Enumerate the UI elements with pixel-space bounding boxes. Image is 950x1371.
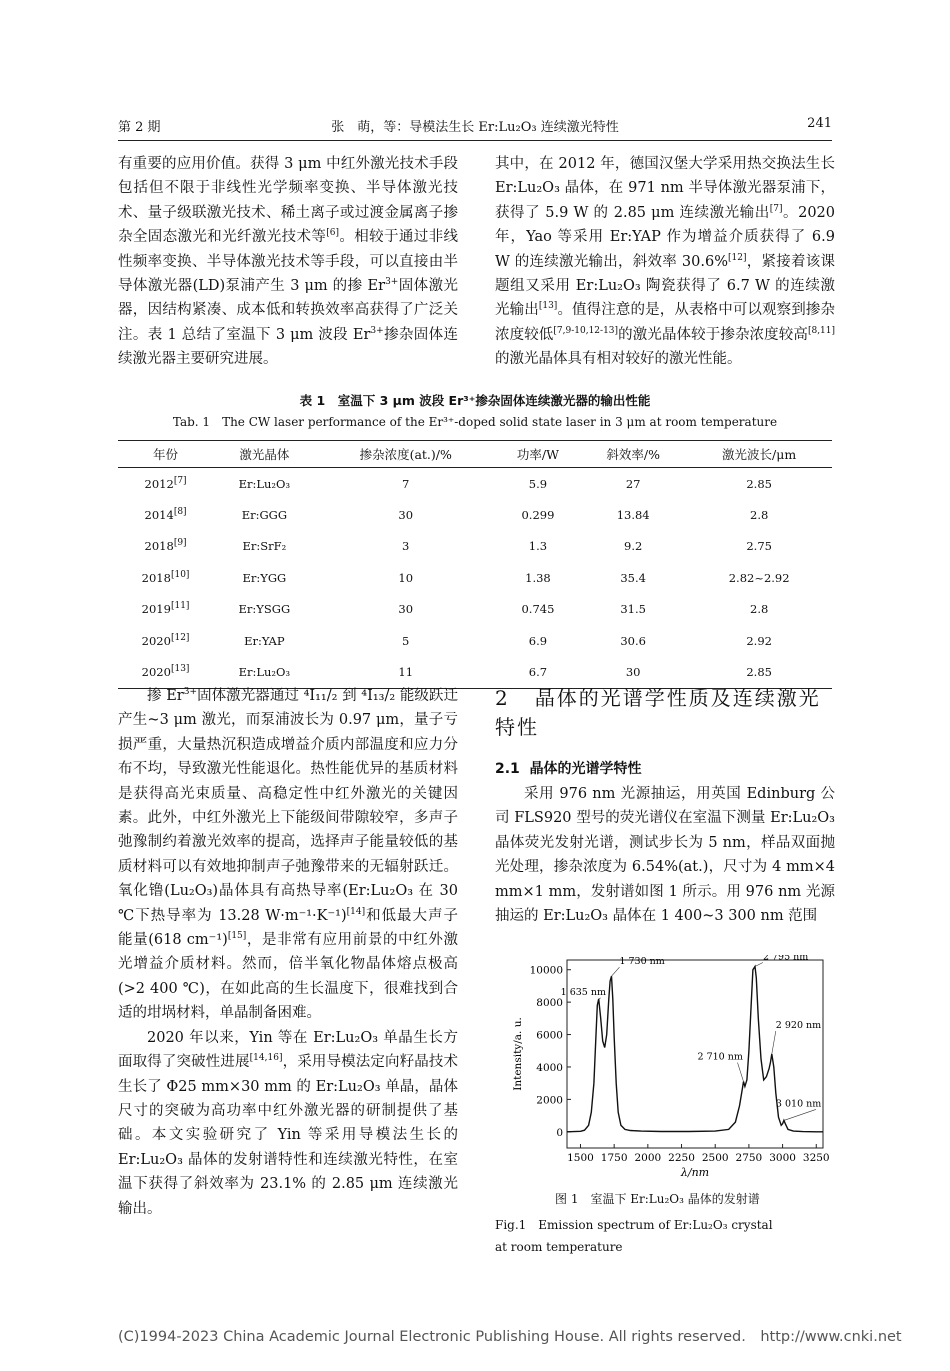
paragraph: 采用 976 nm 光源抽运，用英国 Edinburg 公司 FLS920 型号的荧光谱仪在室温下测量 Er:Lu₂O₃ 晶体荧光发射光谱，测试步长为 5 nm，样品双面抛光处理，掺杂浓度为 6.54%(at.)，尺寸为 4 mm×4 mm×1 mm，发射谱如图 1 所示。用 976 nm 光源抽运的 Er:Lu₂O₃ 晶体在 1 400~3 300 nm 范围: [495, 786, 835, 925]
body-text: ，采用导模法定向籽晶技术生长了 Φ25 mm×30 mm 的 Er:Lu₂O₃ 单晶，晶体尺寸的突破为高功率中红外激光器的研制提供了基础。本文实验研究了 Yin 等采用导模法生长的 Er:Lu₂O₃ 晶体的发射谱特性和连续激光特性，在室温下获得了斜效率为 23.1% 的 2.85 μm 连续激光输出。: [118, 1054, 459, 1217]
header-rule: [118, 140, 832, 141]
year-value: 2014: [144, 508, 174, 523]
annotation-leader: [784, 1109, 816, 1120]
body-text: ，紧接着该课题组又采用 Er:Lu₂O₃ 陶瓷获得了 6.7 W 的连续激光输出: [495, 253, 836, 319]
annotation-leader: [599, 998, 601, 999]
subsection-heading: [495, 758, 642, 778]
cell-slope-efficiency: [580, 625, 686, 656]
year-value: 2012: [144, 476, 174, 491]
cell-concentration: [316, 531, 496, 562]
concentration-value: 11: [398, 665, 414, 680]
power-value: 0.299: [521, 508, 555, 523]
slope-efficiency-value: 27: [625, 476, 641, 491]
col-header: 年份: [118, 441, 213, 468]
cell-year: [118, 531, 213, 562]
cell-year: [118, 625, 213, 656]
cell-crystal: [213, 531, 315, 562]
table-row: [118, 594, 832, 625]
annotation-leader: [611, 967, 619, 976]
col-header: 激光波长/μm: [686, 441, 832, 468]
cell-crystal: [213, 625, 315, 656]
body-text: 固体激光器，因结构紧凑、成本低和转换效率高获得了广泛关注。表 1 总结了室温下 3 μm 波段 Er: [118, 278, 459, 343]
figure-caption-en: Fig.1 Emission spectrum of Er:Lu₂O₃ crystal at room temperature: [495, 1218, 773, 1254]
crystal-value: Er:YSGG: [238, 602, 291, 617]
table-row: [118, 468, 832, 500]
x-tick-label: 2500: [701, 1152, 729, 1164]
power-value: 1.3: [528, 539, 548, 554]
superscript: 3+: [385, 277, 399, 288]
y-tick-label: 8000: [536, 997, 563, 1010]
left-column-top: [118, 152, 458, 372]
body-text: ，是非常有应用前景的中红外激光增益介质材料。然而，倍半氧化物晶体熔点极高(>2 400 ℃)，在如此高的生长温度下，很难找到合适的坩埚材料，单晶制备困难。: [118, 932, 459, 1022]
journal-issue: 第 2 期: [118, 120, 161, 135]
slope-efficiency-value: 30.6: [620, 633, 646, 648]
body-text: 。相较于通过非线性频率变换、半导体激光技术等手段，可以直接由半导体激光器(LD)泵浦产生 3 μm 的掺 Er: [118, 229, 458, 295]
body-text: 其中，在 2012 年，德国汉堡大学采用热交换法生长 Er:Lu₂O₃ 晶体，在 971 nm 半导体激光器泵浦下，获得了 5.9 W 的 2.85 μm 连续激光输出: [495, 156, 835, 221]
concentration-value: 3: [402, 539, 410, 554]
citation: [8]: [173, 507, 187, 518]
citation: [13]: [170, 664, 190, 675]
citation: [7]: [173, 475, 187, 486]
table-row: [118, 562, 832, 593]
running-title: 张 萌，等：导模法生长 Er:Lu₂O₃ 连续激光特性: [331, 120, 619, 135]
wavelength-value: 2.85: [746, 476, 772, 491]
cell-crystal: [213, 468, 315, 500]
cell-wavelength: [686, 468, 832, 500]
x-tick-label: 1750: [600, 1152, 628, 1164]
body-text: 的激光晶体较于掺杂浓度较高: [618, 326, 808, 343]
cell-power: [496, 531, 580, 562]
body-text: 固体激光器通过 ⁴I₁₁/₂ 到 ⁴I₁₃/₂ 能级跃迁产生~3 μm 激光，而泵浦波长为 0.97 μm，量子亏损严重，大量热沉积造成增益介质内部温度和应力分布不均，导致激光性能退化。热性能优异的基质材料是获得高光束质量、高稳定性中红外激光的关键因素。此外，中红外激光上下能级间带隙较窄，多声子弛豫制约着激光效率的提高，选择声子能量较低的基质材料可以有效地抑制声子弛豫带来的无辐射跃迁。氧化镥(Lu₂O₃)晶体具有高热导率(Er:Lu₂O₃ 在 30 ℃下热导率为 13.28 W·m⁻¹·K⁻¹): [118, 688, 458, 924]
table-header-row: [118, 441, 832, 468]
citation: [15]: [227, 931, 247, 942]
citation: [12]: [170, 632, 190, 643]
concentration-value: 30: [398, 508, 414, 523]
cell-wavelength: [686, 562, 832, 593]
citation: [9]: [173, 538, 187, 549]
year-value: 2018: [141, 570, 171, 585]
cell-wavelength: [686, 499, 832, 530]
right-column-top: [495, 152, 835, 372]
figure-caption-cn: 图 1 室温下 Er:Lu₂O₃ 晶体的发射谱: [555, 1192, 760, 1206]
citation: [7,9-10,12-13]: [553, 326, 619, 337]
annotation-leader: [772, 1031, 776, 1054]
superscript: 3+: [183, 687, 198, 698]
cell-year: [118, 562, 213, 593]
table-caption-cn: 表 1 室温下 3 μm 波段 Er³⁺掺杂固体连续激光器的输出性能: [299, 393, 651, 408]
cell-concentration: [316, 499, 496, 530]
citation: [6]: [326, 228, 339, 239]
peak-label: 2 795 nm: [762, 955, 809, 963]
citation: [14,16]: [249, 1053, 283, 1064]
x-tick-label: 2750: [735, 1152, 763, 1164]
slope-efficiency-value: 31.5: [620, 602, 646, 617]
col-header: 斜效率/%: [580, 441, 686, 468]
section-heading: [495, 684, 835, 742]
cell-power: [496, 594, 580, 625]
cell-year: [118, 594, 213, 625]
y-tick-label: 6000: [536, 1029, 563, 1042]
wavelength-value: 2.92: [746, 633, 772, 648]
year-value: 2020: [141, 633, 171, 648]
x-tick-label: 2000: [634, 1152, 662, 1164]
cell-concentration: [316, 625, 496, 656]
peak-label: 2 710 nm: [697, 1051, 743, 1063]
concentration-value: 10: [398, 570, 414, 585]
wavelength-value: 2.8: [750, 508, 769, 523]
cell-wavelength: [686, 625, 832, 656]
y-tick-label: 10000: [529, 964, 563, 977]
x-axis-label: λ/nm: [680, 1166, 710, 1179]
body-text: 的激光晶体具有相对较好的激光性能。: [495, 351, 742, 368]
left-column-bottom: [118, 684, 458, 1221]
crystal-value: Er:YGG: [242, 570, 287, 585]
citation: [12]: [728, 252, 747, 263]
cell-concentration: [316, 468, 496, 500]
page-number: 241: [807, 116, 832, 131]
col-header: 激光晶体: [213, 441, 315, 468]
table-caption-en: Tab. 1 The CW laser performance of the Er³⁺-doped solid state laser in 3 μm at room temperature: [172, 415, 778, 429]
cell-crystal: [213, 499, 315, 530]
x-tick-label: 2250: [668, 1152, 695, 1164]
slope-efficiency-value: 9.2: [624, 539, 643, 554]
power-value: 6.7: [528, 665, 548, 680]
y-axis-label: Intensity/a. u.: [512, 1017, 524, 1091]
body-text: 掺杂固体连续激光器主要研究进展。: [118, 326, 459, 368]
peak-label: 3 010 nm: [775, 1098, 822, 1110]
right-column-bottom: [495, 782, 835, 928]
citation: [13]: [538, 301, 558, 312]
figure-1: [495, 955, 835, 1184]
year-value: 2019: [141, 602, 171, 617]
cell-year: [118, 468, 213, 500]
concentration-value: 5: [402, 633, 410, 648]
table-row: [118, 625, 832, 656]
body-text: 有重要的应用价值。获得 3 μm 中红外激光技术手段包括但不限于非线性光学频率变换、半导体激光技术、量子级联激光技术、稀土离子或过渡金属离子掺杂全固态激光和光纤激光技术等: [118, 156, 458, 246]
cell-power: [496, 562, 580, 593]
body-text: 2020 年以来，Yin 等在 Er:Lu₂O₃ 单晶生长方面取得了突破性进展: [118, 1029, 458, 1071]
power-value: 5.9: [528, 476, 548, 491]
year-value: 2020: [141, 665, 171, 680]
slope-efficiency-value: 30: [625, 665, 641, 680]
crystal-value: Er:SrF₂: [242, 539, 287, 554]
citation: [7]: [769, 203, 783, 214]
citation: [10]: [170, 570, 190, 581]
x-tick-label: 1500: [567, 1152, 594, 1164]
cell-slope-efficiency: [580, 499, 686, 530]
peak-label: 2 920 nm: [775, 1020, 822, 1031]
cell-year: [118, 499, 213, 530]
emission-spectrum-chart: [495, 955, 835, 1180]
citation: [14]: [346, 906, 366, 917]
concentration-value: 7: [402, 476, 410, 491]
slope-efficiency-value: 35.4: [620, 570, 646, 585]
table-row: [118, 531, 832, 562]
power-value: 0.745: [521, 602, 555, 617]
y-tick-label: 0: [556, 1126, 563, 1139]
section-number: 2: [495, 686, 510, 710]
cell-slope-efficiency: [580, 531, 686, 562]
peak-label: 1 635 nm: [560, 986, 607, 998]
section-title: 晶体的光谱学性质及连续激光特性: [495, 686, 821, 739]
subsection-title: 晶体的光谱学特性: [529, 761, 642, 777]
paragraph: [118, 1026, 458, 1221]
wavelength-value: 2.82~2.92: [728, 570, 790, 585]
power-value: 1.38: [525, 570, 551, 585]
concentration-value: 30: [398, 602, 414, 617]
body-text: 和低最大声子能量(618 cm⁻¹): [118, 907, 458, 949]
crystal-value: Er:Lu₂O₃: [238, 665, 291, 680]
laser-performance-table: [118, 440, 832, 689]
wavelength-value: 2.85: [746, 665, 772, 680]
annotation-leader: [755, 962, 763, 966]
cell-power: [496, 468, 580, 500]
crystal-value: Er:YAP: [244, 633, 285, 648]
y-tick-label: 2000: [536, 1094, 563, 1107]
crystal-value: Er:Lu₂O₃: [238, 476, 291, 491]
cell-power: [496, 625, 580, 656]
citation: [8,11]: [807, 326, 836, 337]
x-tick-label: 3250: [802, 1152, 830, 1164]
year-value: 2018: [144, 539, 174, 554]
copyright-footer: (C)1994-2023 China Academic Journal Electronic Publishing House. All rights reserved. http://www.cnki.net: [118, 1329, 902, 1345]
peak-label: 1 730 nm: [619, 956, 665, 968]
table-row: [118, 499, 832, 530]
slope-efficiency-value: 13.84: [616, 508, 650, 523]
crystal-value: Er:GGG: [241, 508, 288, 523]
cell-crystal: [213, 562, 315, 593]
wavelength-value: 2.8: [750, 602, 769, 617]
cell-wavelength: [686, 594, 832, 625]
superscript: 3+: [370, 326, 384, 337]
cell-concentration: [316, 562, 496, 593]
power-value: 6.9: [528, 633, 548, 648]
cell-wavelength: [686, 531, 832, 562]
col-header: 掺杂浓度(at.)/%: [316, 441, 496, 468]
paragraph: [118, 684, 458, 1026]
body-text: 。2020 年，Yao 等采用 Er:YAP 作为增益介质获得了 6.9 W 的连续激光输出，斜效率 30.6%: [495, 204, 836, 270]
subsection-number: 2.1: [495, 761, 520, 777]
body-text: 掺 Er: [147, 688, 184, 704]
cell-slope-efficiency: [580, 594, 686, 625]
citation: [11]: [170, 601, 190, 612]
cell-power: [496, 499, 580, 530]
cell-slope-efficiency: [580, 468, 686, 500]
body-text: 。值得注意的是，从表格中可以观察到掺杂浓度较低: [495, 302, 835, 343]
cell-slope-efficiency: [580, 562, 686, 593]
y-tick-label: 4000: [536, 1061, 563, 1074]
x-tick-label: 3000: [769, 1152, 796, 1164]
cell-concentration: [316, 594, 496, 625]
col-header: 功率/W: [496, 441, 580, 468]
annotation-leader: [738, 1063, 744, 1082]
cell-crystal: [213, 594, 315, 625]
wavelength-value: 2.75: [746, 539, 772, 554]
